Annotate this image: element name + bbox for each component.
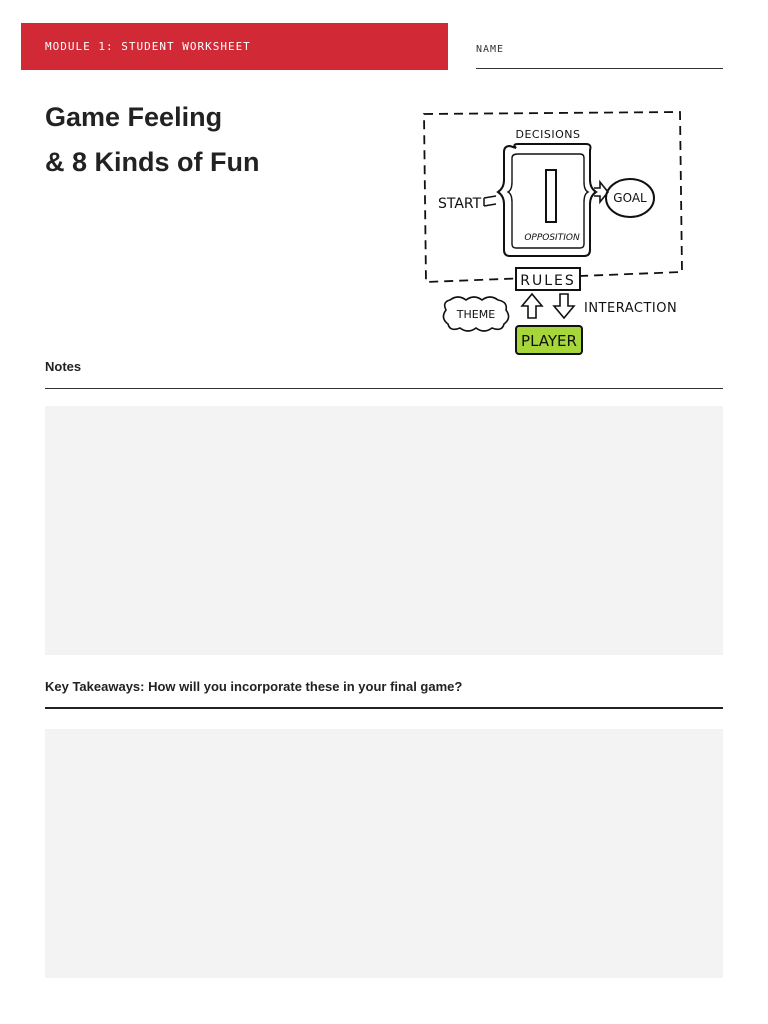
name-label: NAME	[476, 44, 505, 55]
opposition-label: OPPOSITION	[524, 233, 580, 243]
opposition-bar	[546, 170, 556, 222]
game-diagram	[418, 104, 700, 360]
decisions-label: DECISIONS	[515, 128, 581, 141]
interaction-up-arrow	[522, 294, 542, 318]
title-line-1: Game Feeling	[45, 102, 223, 132]
takeaways-divider	[45, 707, 723, 709]
title-line-2: & 8 Kinds of Fun	[45, 147, 260, 177]
goal-label: GOAL	[613, 191, 647, 205]
notes-divider	[45, 388, 723, 389]
name-field[interactable]	[476, 68, 723, 69]
start-label: START	[438, 196, 482, 212]
start-connector	[484, 196, 496, 206]
takeaways-box[interactable]	[45, 729, 723, 978]
interaction-down-arrow	[554, 294, 574, 318]
theme-label: THEME	[456, 308, 496, 321]
interaction-label: INTERACTION	[584, 301, 678, 316]
module-label: MODULE 1: STUDENT WORKSHEET	[45, 40, 251, 53]
module-banner	[21, 23, 448, 70]
rules-label: RULES	[520, 273, 576, 289]
takeaways-heading: Key Takeaways: How will you incorporate these in your final game?	[45, 679, 463, 694]
player-label: PLAYER	[521, 332, 577, 350]
notes-box[interactable]	[45, 406, 723, 655]
notes-heading: Notes	[45, 359, 82, 374]
page-title	[45, 95, 259, 185]
